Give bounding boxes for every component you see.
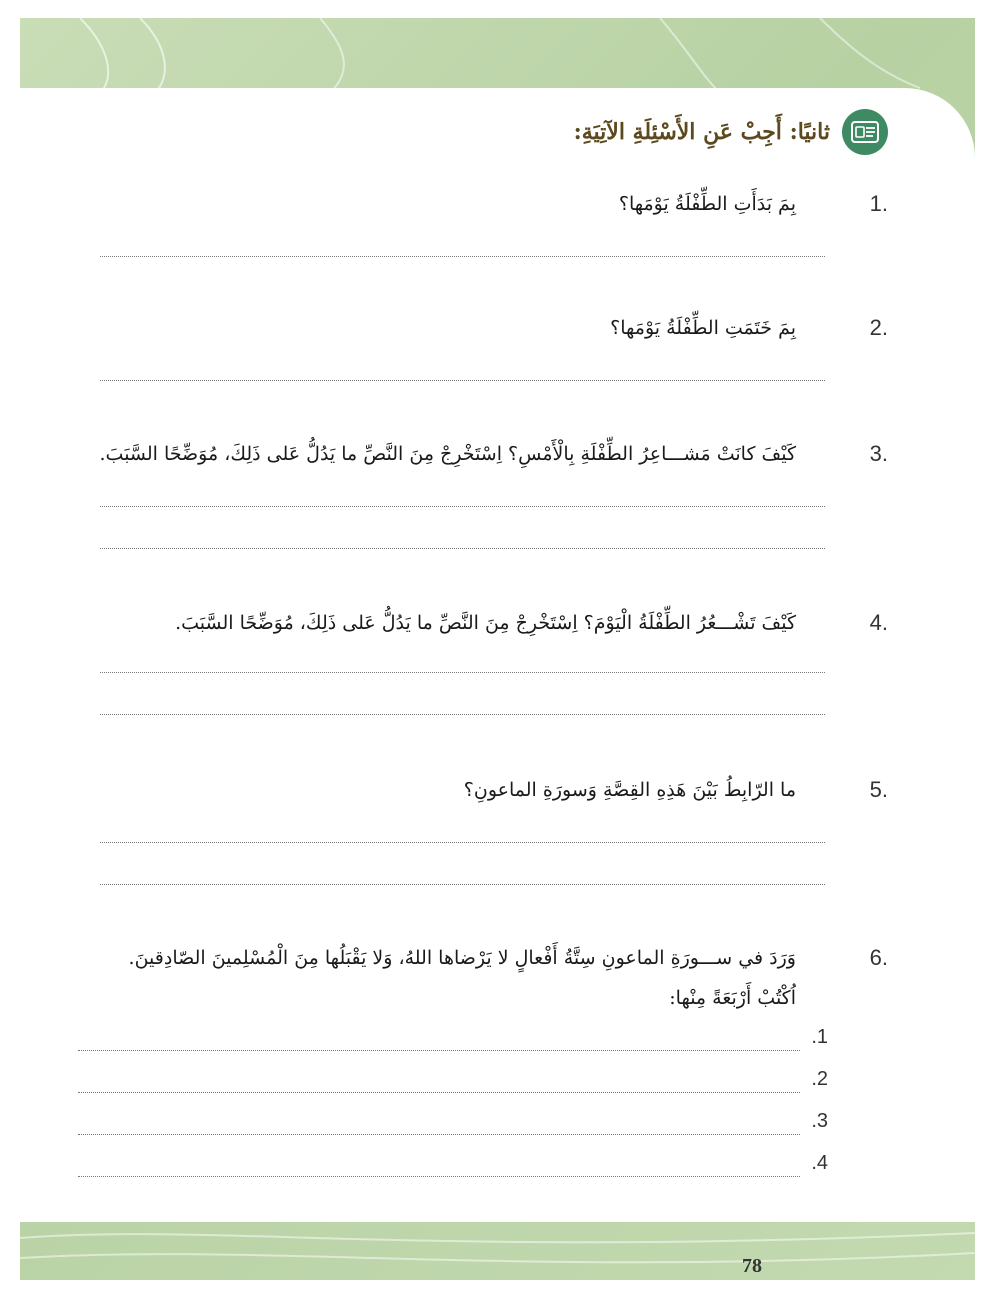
question-5 — [88, 770, 888, 810]
answer-line[interactable] — [100, 842, 825, 843]
answer-line[interactable] — [100, 506, 825, 507]
answer-line[interactable] — [78, 1176, 800, 1177]
answer-line[interactable] — [100, 380, 825, 381]
section-header — [574, 110, 888, 154]
question-number: 1. — [869, 191, 888, 216]
sub-item-number: 4. — [811, 1152, 828, 1174]
question-text: وَرَدَ في ســـورَةِ الماعونِ سِتَّةُ أَفْعالٍ لا يَرْضاها اللهُ، وَلا يَقْبَلُها مِنَ الْمُسْلِمينَ الصّادِقينَ. اُكْتُبْ أَرْبَعَةً مِنْها: — [128, 947, 796, 1009]
answer-line[interactable] — [78, 1050, 800, 1051]
sub-item-number: 3. — [811, 1110, 828, 1132]
question-text: بِمَ بَدَأَتِ الطِّفْلَةُ يَوْمَها؟ — [618, 193, 796, 215]
question-6 — [88, 938, 888, 1018]
question-3 — [48, 434, 888, 474]
content-card — [20, 88, 975, 1222]
question-4 — [88, 603, 888, 643]
question-text: كَيْفَ تَشْـــعُرُ الطِّفْلَةُ الْيَوْمَ؟ اِسْتَخْرِجْ مِنَ النَّصِّ ما يَدُلُّ عَلى ذَلِكَ، مُوَضِّحًا السَّبَبَ. — [175, 612, 796, 634]
question-number: 6. — [869, 945, 888, 970]
question-1 — [88, 184, 888, 224]
answer-line[interactable] — [100, 256, 825, 257]
sub-item-number: 2. — [811, 1068, 828, 1090]
answer-line[interactable] — [100, 672, 825, 673]
answer-line[interactable] — [78, 1134, 800, 1135]
question-2 — [88, 308, 888, 348]
question-text: بِمَ خَتَمَتِ الطِّفْلَةُ يَوْمَها؟ — [610, 317, 796, 339]
question-text: ما الرّابِطُ بَيْنَ هَذِهِ القِصَّةِ وَسورَةِ الماعونِ؟ — [463, 779, 796, 801]
page-number: 78 — [742, 1255, 762, 1277]
answer-line[interactable] — [100, 714, 825, 715]
question-number: 3. — [869, 441, 888, 466]
sub-item-number: 1. — [811, 1026, 828, 1048]
section-title: ثانيًا: أَجِبْ عَنِ الأَسْئِلَةِ الآتِيَةِ: — [573, 119, 830, 145]
answer-line[interactable] — [100, 884, 825, 885]
question-text: كَيْفَ كانَتْ مَشـــاعِرُ الطِّفْلَةِ بِالْأَمْسِ؟ اِسْتَخْرِجْ مِنَ النَّصِّ ما يَدُلُّ عَلى ذَلِكَ، مُوَضِّحًا السَّبَبَ. — [99, 443, 796, 465]
question-number: 2. — [869, 315, 888, 340]
question-list-icon — [842, 109, 888, 155]
question-number: 4. — [869, 610, 888, 635]
answer-line[interactable] — [100, 548, 825, 549]
question-number: 5. — [869, 777, 888, 802]
answer-line[interactable] — [78, 1092, 800, 1093]
